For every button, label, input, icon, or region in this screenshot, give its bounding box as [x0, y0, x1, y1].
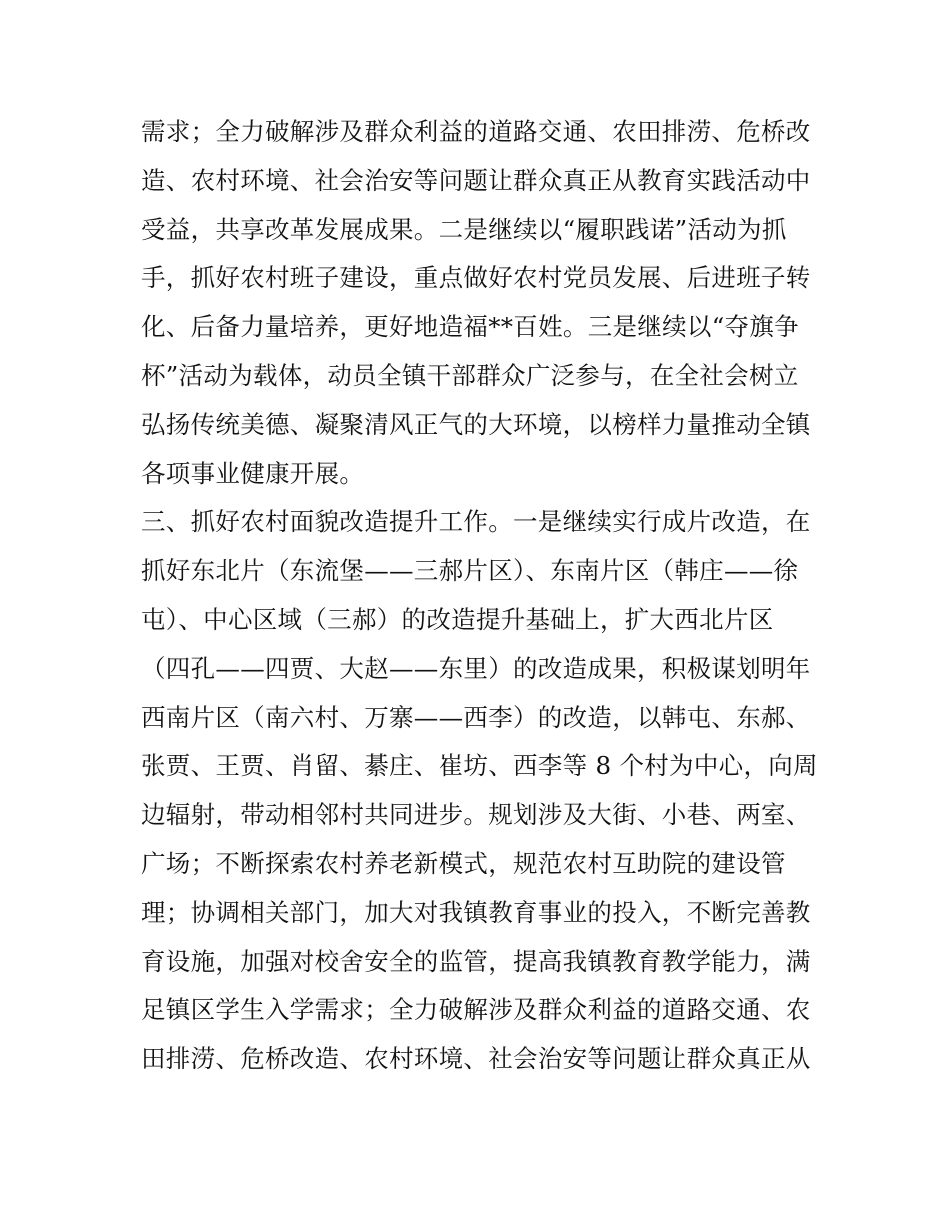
text-line: 足镇区学生入学需求；全力破解涉及群众利益的道路交通、农 — [141, 995, 811, 1025]
text-line: 抓好东北片（东流堡——三郝片区）、东南片区（韩庄——徐 — [141, 556, 799, 586]
text-line: 化、后备力量培养，更好地造福**百姓。三是继续以“夺旗争 — [141, 312, 799, 342]
body-text — [141, 108, 821, 1084]
text-line: 弘扬传统美德、凝聚清风正气的大环境，以榜样力量推动全镇 — [141, 409, 811, 439]
text-line: 广场；不断探索农村养老新模式，规范农村互助院的建设管 — [141, 848, 786, 878]
text-line: 手，抓好农村班子建设，重点做好农村党员发展、后进班子转 — [141, 263, 811, 293]
section-heading-line: 三、抓好农村面貌改造提升工作。一是继续实行成片改造，在 — [141, 507, 811, 537]
text-line: （四孔——四贾、大赵——东里）的改造成果，积极谋划明年 — [141, 653, 811, 683]
text-line: 边辐射，带动相邻村共同进步。规划涉及大街、小巷、两室、 — [141, 800, 811, 830]
text-line: 育设施，加强对校舍安全的监管，提高我镇教育教学能力，满 — [141, 946, 811, 976]
text-line: 造、农村环境、社会治安等问题让群众真正从教育实践活动中 — [141, 165, 811, 195]
text-line: 西南片区（南六村、万寨——西李）的改造，以韩屯、东郝、 — [141, 702, 811, 732]
text-line: 张贾、王贾、肖留、綦庄、崔坊、西李等 8 个村为中心，向周 — [141, 751, 818, 781]
text-line: 理；协调相关部门，加大对我镇教育事业的投入，不断完善教 — [141, 897, 811, 927]
text-line: 杯”活动为载体，动员全镇干部群众广泛参与，在全社会树立 — [141, 360, 799, 390]
text-line: 需求；全力破解涉及群众利益的道路交通、农田排涝、危桥改 — [141, 117, 811, 146]
text-line: 屯）、中心区域（三郝）的改造提升基础上，扩大西北片区 — [141, 604, 774, 634]
text-line: 各项事业健康开展。 — [141, 458, 365, 488]
text-line: 受益，共享改革发展成果。二是继续以“履职践诺”活动为抓 — [141, 214, 787, 244]
text-line: 田排涝、危桥改造、农村环境、社会治安等问题让群众真正从 — [141, 1044, 811, 1074]
